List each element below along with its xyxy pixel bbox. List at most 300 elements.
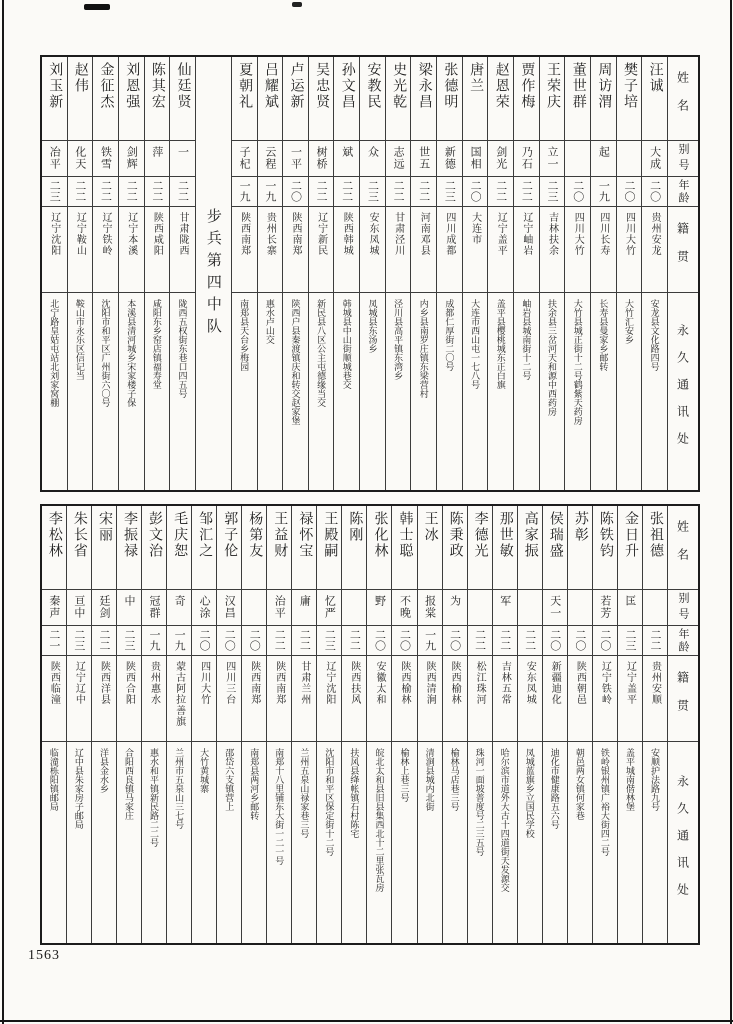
person-age: 二三 (317, 626, 341, 656)
person-alias: 秦声 (42, 590, 66, 626)
person-column (618, 506, 643, 943)
person-address: 朝邑两女镇何家巷 (574, 748, 585, 820)
person-address: 大竹县城正街十二号鹤紫天药房 (572, 299, 583, 425)
person-origin: 辽宁盖平 (488, 207, 513, 293)
person-age: 二三 (42, 177, 67, 207)
person-origin: 辽宁鞍山 (68, 207, 93, 293)
person-column (145, 57, 171, 490)
person-alias: 若芳 (593, 590, 617, 626)
person-column (309, 57, 335, 490)
person-column (493, 506, 518, 943)
person-age: 一九 (258, 177, 283, 207)
person-address: 洋县金水乡 (98, 748, 109, 793)
person-age: 二二 (411, 177, 436, 207)
person-age: 二〇 (283, 177, 308, 207)
person-age: 二二 (342, 626, 366, 656)
person-address: 大竹汇安乡 (624, 299, 635, 344)
person-origin: 吉林扶余 (540, 207, 565, 293)
person-age: 二二 (119, 177, 144, 207)
person-origin: 陕西榆林 (443, 656, 467, 742)
section-title-column (196, 57, 232, 490)
person-address: 临潼栎阳镇邮局 (48, 748, 59, 811)
header-origin-label: 籍贯 (668, 656, 698, 742)
person-address: 辽中县朱家房子邮局 (73, 748, 84, 829)
person-age: 二〇 (217, 626, 241, 656)
person-name: 董世群 (565, 57, 590, 141)
person-age: 二〇 (367, 626, 391, 656)
person-column (514, 57, 540, 490)
person-age: 二〇 (192, 626, 216, 656)
person-alias: 化天 (68, 141, 93, 177)
person-alias: 心涂 (192, 590, 216, 626)
person-address: 岫岩县城南街十二号 (521, 299, 532, 380)
person-origin: 辽宁新民 (309, 207, 334, 293)
person-column (192, 506, 217, 943)
person-age: 一九 (142, 626, 166, 656)
person-address: 成都仁厚街二〇号 (444, 299, 455, 371)
person-alias: 众 (360, 141, 385, 177)
person-column (119, 57, 145, 490)
person-name: 苏彰 (568, 506, 592, 590)
person-age: 二〇 (392, 626, 416, 656)
person-name: 王益财 (267, 506, 291, 590)
person-origin: 河南邓县 (411, 207, 436, 293)
person-alias (518, 590, 542, 626)
person-origin: 陕西临潼 (42, 656, 66, 742)
person-column (283, 57, 309, 490)
header-address-label: 永久通讯处 (675, 324, 690, 459)
person-alias (568, 590, 592, 626)
person-name: 彭文治 (142, 506, 166, 590)
person-name: 刘玉新 (42, 57, 67, 141)
person-address: 鞍山市永乐区信记当 (74, 299, 85, 380)
page-number: 1563 (28, 948, 60, 963)
scan-artifact (292, 2, 302, 7)
roster-columns (42, 57, 698, 490)
page-edge-line (2, 0, 4, 1024)
person-origin: 陕西合阳 (117, 656, 141, 742)
person-alias: 不晚 (392, 590, 416, 626)
person-age: 一九 (418, 626, 442, 656)
person-name: 梁永昌 (411, 57, 436, 141)
person-name: 金征杰 (93, 57, 118, 141)
person-age: 二二 (93, 177, 118, 207)
person-age: 二二 (334, 177, 359, 207)
person-origin: 四川三台 (217, 656, 241, 742)
person-name: 张化林 (367, 506, 391, 590)
person-name: 王荣庆 (540, 57, 565, 141)
person-alias: 子杞 (232, 141, 257, 177)
person-age: 二二 (468, 626, 492, 656)
person-column (418, 506, 443, 943)
header-age-label: 年龄 (668, 177, 698, 207)
person-age: 二〇 (617, 177, 642, 207)
person-age: 二一 (42, 626, 66, 656)
person-origin: 蒙古阿拉善旗 (167, 656, 191, 742)
person-age: 二二 (643, 626, 667, 656)
person-age: 二三 (117, 626, 141, 656)
person-origin: 陕西清涧 (418, 656, 442, 742)
person-address: 皖北太和县旧县集西北十二里张瓦房 (374, 748, 385, 892)
person-address: 咸阳东乡窑店镇福寿堂 (151, 299, 162, 389)
person-origin: 陕西咸阳 (145, 207, 170, 293)
person-alias: 亘中 (67, 590, 91, 626)
person-origin: 辽宁本溪 (119, 207, 144, 293)
person-column (568, 506, 593, 943)
person-alias: 中 (117, 590, 141, 626)
person-column (170, 57, 196, 490)
person-column (463, 57, 489, 490)
person-address: 迪化市健康路五六号 (549, 748, 560, 829)
person-alias: 军 (493, 590, 517, 626)
person-age: 二二 (92, 626, 116, 656)
person-alias (342, 590, 366, 626)
person-name: 陈秉政 (443, 506, 467, 590)
person-name: 贾作梅 (514, 57, 539, 141)
person-age: 二二 (488, 177, 513, 207)
person-age: 二二 (493, 626, 517, 656)
person-name: 金日升 (618, 506, 642, 590)
person-name: 韩士聪 (392, 506, 416, 590)
roster-columns (42, 506, 698, 943)
person-column (543, 506, 568, 943)
person-column (167, 506, 192, 943)
person-column (360, 57, 386, 490)
person-address: 大连市西山屯一七八号 (470, 299, 481, 389)
person-column (386, 57, 412, 490)
person-address: 盖平县樱桃城东正白旗 (495, 299, 506, 389)
person-alias: 铁雪 (93, 141, 118, 177)
person-name: 唐兰 (463, 57, 488, 141)
person-address: 南郑十八里铺东大街一二一号 (274, 748, 285, 865)
person-age: 二〇 (242, 626, 266, 656)
person-column (93, 57, 119, 490)
person-age: 二二 (309, 177, 334, 207)
person-name: 郭子伦 (217, 506, 241, 590)
person-address: 清涧县城内北街 (424, 748, 435, 811)
person-column (258, 57, 284, 490)
person-origin: 陕西扶风 (342, 656, 366, 742)
person-address: 北宁路皇姑屯站北刘家窝棚 (49, 299, 60, 407)
person-column (518, 506, 543, 943)
person-column (117, 506, 142, 943)
roster-table-upper (40, 55, 700, 492)
person-name: 吕耀斌 (258, 57, 283, 141)
header-name-label: 姓名 (668, 506, 698, 590)
person-name: 卢运新 (283, 57, 308, 141)
person-address: 惠水卢山交 (264, 299, 275, 344)
person-alias: 冶平 (42, 141, 67, 177)
header-column (668, 506, 698, 943)
person-column (232, 57, 258, 490)
person-name: 陈刚 (342, 506, 366, 590)
page-edge-line (0, 1020, 733, 1022)
person-origin: 辽宁沈阳 (42, 207, 67, 293)
person-alias (617, 141, 642, 177)
person-column (142, 506, 167, 943)
person-age: 二二 (518, 626, 542, 656)
person-name: 王殿嗣 (317, 506, 341, 590)
person-origin: 辽宁沈阳 (317, 656, 341, 742)
person-address: 邵岱六支镇营上 (224, 748, 235, 811)
header-address-label: 永久通讯处 (675, 775, 690, 910)
person-name: 李德光 (468, 506, 492, 590)
person-address: 内乡县南罗庄镇东梁营村 (418, 299, 429, 398)
header-alias-label: 别号 (668, 141, 698, 177)
person-alias: 野 (367, 590, 391, 626)
person-alias: 世五 (411, 141, 436, 177)
person-alias: 一 (170, 141, 195, 177)
person-origin: 四川大竹 (617, 207, 642, 293)
person-column (292, 506, 317, 943)
person-address: 扶风县绛帐镇石村陈宅 (349, 748, 360, 838)
person-age: 二二 (386, 177, 411, 207)
person-origin: 陕西韩城 (334, 207, 359, 293)
header-age-label: 年龄 (668, 626, 698, 656)
person-origin: 甘肃泾川 (386, 207, 411, 293)
person-alias: 剑辉 (119, 141, 144, 177)
person-age: 二〇 (642, 177, 667, 207)
person-age: 二〇 (565, 177, 590, 207)
person-origin: 安徽太和 (367, 656, 391, 742)
person-origin: 大连市 (463, 207, 488, 293)
person-alias (242, 590, 266, 626)
person-origin: 安东凤城 (518, 656, 542, 742)
person-address: 本溪县清河城乡宋家楼子保 (126, 299, 137, 407)
person-address: 榆林上巷三号 (399, 748, 410, 802)
person-address: 凤城蓝旗乡立国民学校 (524, 748, 535, 838)
person-origin: 辽宁铁岭 (593, 656, 617, 742)
person-name: 赵伟 (68, 57, 93, 141)
person-alias: 大成 (642, 141, 667, 177)
person-name: 侯瑞盛 (543, 506, 567, 590)
person-name: 仙廷贤 (170, 57, 195, 141)
person-alias (565, 141, 590, 177)
person-name: 吴忠贤 (309, 57, 334, 141)
person-origin: 吉林五常 (493, 656, 517, 742)
roster-table-lower (40, 504, 700, 945)
person-age: 二二 (68, 177, 93, 207)
person-column (267, 506, 292, 943)
person-name: 樊子培 (617, 57, 642, 141)
person-column (42, 506, 67, 943)
person-alias: 一平 (283, 141, 308, 177)
person-alias: 天一 (543, 590, 567, 626)
person-name: 毛庆恕 (167, 506, 191, 590)
page-edge-line (730, 0, 732, 1024)
person-alias: 起 (591, 141, 616, 177)
person-age: 二〇 (568, 626, 592, 656)
person-age: 二〇 (593, 626, 617, 656)
person-column (334, 57, 360, 490)
header-origin-label: 籍贯 (668, 207, 698, 293)
person-column (643, 506, 668, 943)
person-address: 扶余县三岔河天和源中西药房 (547, 299, 558, 416)
person-address: 惠水和平镇新民路二二号 (149, 748, 160, 847)
person-column (540, 57, 566, 490)
person-alias (468, 590, 492, 626)
person-name: 李振禄 (117, 506, 141, 590)
person-origin: 甘肃陇西 (170, 207, 195, 293)
person-origin: 贵州惠水 (142, 656, 166, 742)
person-age: 二〇 (443, 626, 467, 656)
person-address: 沈阳市和平区广州街六〇号 (100, 299, 111, 407)
person-age: 二〇 (543, 626, 567, 656)
person-column (468, 506, 493, 943)
person-name: 杨第友 (242, 506, 266, 590)
person-alias: 报棠 (418, 590, 442, 626)
person-alias: 树桥 (309, 141, 334, 177)
person-name: 刘恩强 (119, 57, 144, 141)
person-column (67, 506, 92, 943)
person-origin: 贵州安顺 (643, 656, 667, 742)
person-origin: 四川成都 (437, 207, 462, 293)
person-age: 一九 (232, 177, 257, 207)
person-address: 兰州五泉山禄家巷三号 (299, 748, 310, 838)
person-origin: 辽宁辽中 (67, 656, 91, 742)
scan-artifact (84, 4, 110, 10)
person-address: 合阳西良镇马家庄 (124, 748, 134, 820)
person-age: 二二 (292, 626, 316, 656)
person-name: 邹汇之 (192, 506, 216, 590)
person-column (342, 506, 367, 943)
person-address: 大竹黄城寨 (199, 748, 210, 793)
person-address: 安顺护法路九号 (649, 748, 660, 811)
person-name: 安教民 (360, 57, 385, 141)
person-address: 韩城县中山街顺城巷交 (341, 299, 352, 389)
person-age: 二三 (437, 177, 462, 207)
person-origin: 陕西榆林 (392, 656, 416, 742)
person-alias (643, 590, 667, 626)
person-column (443, 506, 468, 943)
person-name: 朱长省 (67, 506, 91, 590)
person-origin: 安东凤城 (360, 207, 385, 293)
person-address: 安龙县文化路四号 (649, 299, 660, 371)
person-address: 新民县八区公主屯德缘当交 (316, 299, 327, 407)
person-alias: 萍 (145, 141, 170, 177)
person-name: 史光乾 (386, 57, 411, 141)
person-origin: 四川大竹 (192, 656, 216, 742)
person-origin: 陕西南郑 (232, 207, 257, 293)
person-alias: 奇 (167, 590, 191, 626)
person-address: 泾川县高平镇东湾乡 (393, 299, 404, 380)
person-origin: 陕西南郑 (267, 656, 291, 742)
person-origin: 甘肃兰州 (292, 656, 316, 742)
person-name: 周访渭 (591, 57, 616, 141)
person-origin: 陕西朝邑 (568, 656, 592, 742)
person-origin: 辽宁盖平 (618, 656, 642, 742)
person-alias: 剑光 (488, 141, 513, 177)
person-origin: 松江珠河 (468, 656, 492, 742)
person-address: 兰州市五泉山三七号 (174, 748, 185, 829)
person-alias: 冠群 (142, 590, 166, 626)
person-alias: 云程 (258, 141, 283, 177)
person-name: 赵恩荣 (488, 57, 513, 141)
person-origin: 辽宁铁岭 (93, 207, 118, 293)
person-name: 禄怀宝 (292, 506, 316, 590)
person-column (617, 57, 643, 490)
person-age: 二三 (360, 177, 385, 207)
person-alias: 忆严 (317, 590, 341, 626)
person-name: 陈铁钧 (593, 506, 617, 590)
person-origin: 四川长寿 (591, 207, 616, 293)
person-age: 二三 (540, 177, 565, 207)
header-alias-label: 别号 (668, 590, 698, 626)
person-origin: 贵州长寨 (258, 207, 283, 293)
person-age: 二三 (618, 626, 642, 656)
person-column (565, 57, 591, 490)
person-alias: 国相 (463, 141, 488, 177)
person-column (42, 57, 68, 490)
person-origin: 辽宁岫岩 (514, 207, 539, 293)
person-alias: 斌 (334, 141, 359, 177)
header-name-label: 姓名 (668, 57, 698, 141)
person-alias: 立一 (540, 141, 565, 177)
person-age: 二二 (170, 177, 195, 207)
person-name: 孙文昌 (334, 57, 359, 141)
person-name: 宋丽 (92, 506, 116, 590)
person-alias: 乃石 (514, 141, 539, 177)
person-name: 高家振 (518, 506, 542, 590)
person-address: 哈尔滨市道外大古十四道街天发源交 (499, 748, 510, 892)
person-age: 一九 (167, 626, 191, 656)
person-origin: 贵州安龙 (642, 207, 667, 293)
person-alias: 治平 (267, 590, 291, 626)
person-column (317, 506, 342, 943)
person-alias: 廷剑 (92, 590, 116, 626)
person-name: 夏朝礼 (232, 57, 257, 141)
person-age: 二二 (145, 177, 170, 207)
person-column (593, 506, 618, 943)
person-address: 沈阳市和平区保定街十二号 (324, 748, 335, 856)
person-column (488, 57, 514, 490)
person-name: 李松林 (42, 506, 66, 590)
person-column (437, 57, 463, 490)
person-alias: 庸 (292, 590, 316, 626)
person-column (392, 506, 417, 943)
person-name: 张德明 (437, 57, 462, 141)
person-address: 榆林马店巷三号 (449, 748, 460, 811)
person-name: 王冰 (418, 506, 442, 590)
person-name: 张祖德 (643, 506, 667, 590)
person-address: 陇西五权街东巷口四五号 (177, 299, 188, 398)
person-column (242, 506, 267, 943)
person-address: 陕西户县秦渡镇庆和转交赵家堡 (290, 299, 301, 425)
person-name: 那世敏 (493, 506, 517, 590)
person-alias: 志远 (386, 141, 411, 177)
person-column (217, 506, 242, 943)
person-address: 珠河一面坡普度号二三五号 (474, 748, 485, 856)
person-address: 凤城县东汤乡 (367, 299, 378, 353)
person-age: 二三 (67, 626, 91, 656)
person-age: 二二 (267, 626, 291, 656)
person-origin: 陕西洋县 (92, 656, 116, 742)
person-column (68, 57, 94, 490)
section-title: 步兵第四中队 (204, 207, 221, 340)
person-name: 陈其宏 (145, 57, 170, 141)
person-origin: 四川大竹 (565, 207, 590, 293)
person-age: 二二 (514, 177, 539, 207)
person-address: 南郑县两河乡邮转 (249, 748, 260, 820)
person-name: 汪诚 (642, 57, 667, 141)
person-alias: 新德 (437, 141, 462, 177)
person-column (367, 506, 392, 943)
person-column (92, 506, 117, 943)
person-column (411, 57, 437, 490)
person-origin: 陕西南郑 (242, 656, 266, 742)
person-address: 长寿县曼家乡邮转 (598, 299, 609, 371)
header-column (668, 57, 698, 490)
